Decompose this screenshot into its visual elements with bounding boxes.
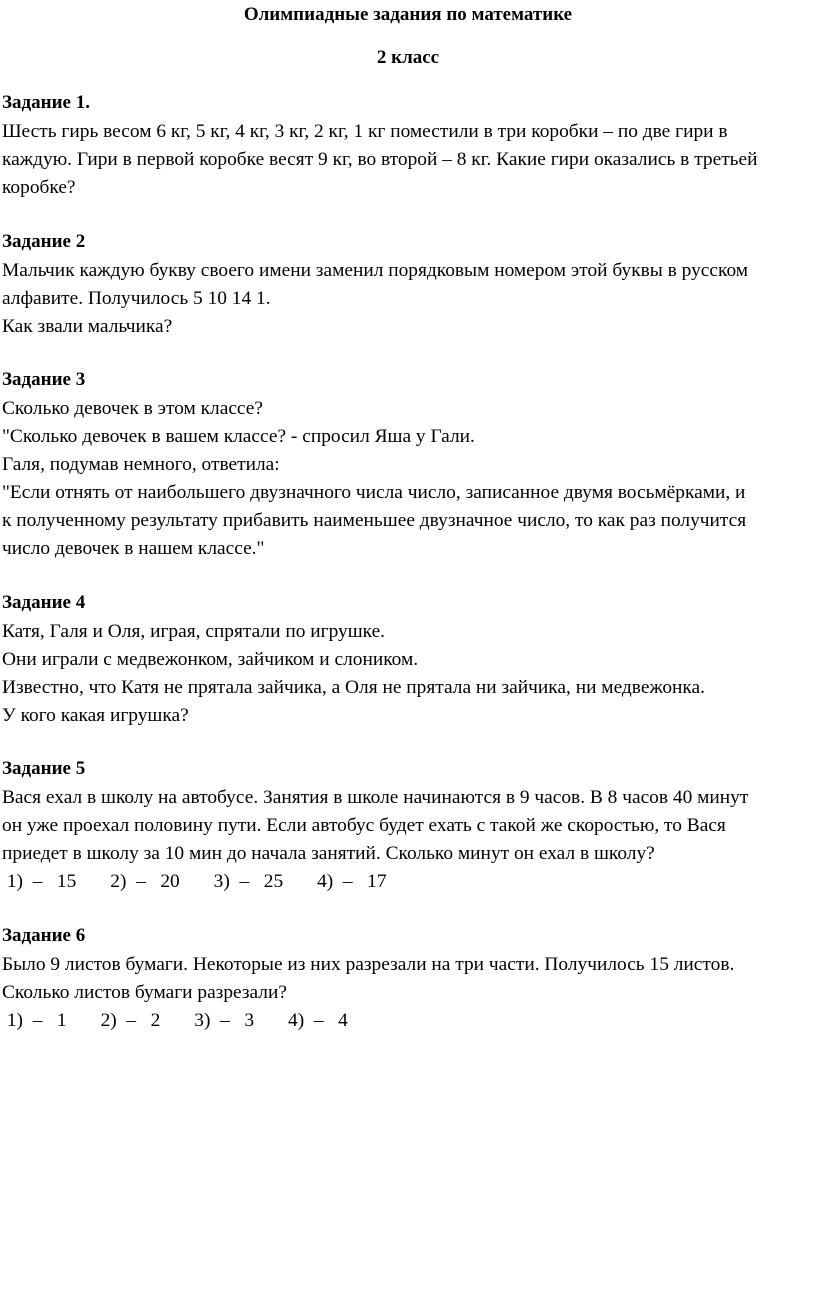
task-3-line-5: к полученному результату прибавить наименьшее двузначное число, то как раз получится — [2, 510, 747, 531]
task-1-heading: Задание 1. — [2, 92, 90, 113]
task-3-line-3: Галя, подумав немного, ответила: — [2, 454, 280, 475]
task-1-line-2: каждую. Гири в первой коробке весят 9 кг, во второй – 8 кг. Какие гири оказались в третьей — [2, 149, 758, 170]
task-1-line-1: Шесть гирь весом 6 кг, 5 кг, 4 кг, 3 кг, 2 кг, 1 кг поместили в три коробки – по две гири в — [2, 121, 728, 142]
task-4 — [2, 591, 814, 730]
task-3-line-6: число девочек в нашем классе." — [2, 538, 265, 559]
task-3-line-1: Сколько девочек в этом классе? — [2, 398, 263, 419]
task-6-heading: Задание 6 — [2, 925, 86, 946]
task-4-heading: Задание 4 — [2, 592, 86, 613]
task-3 — [2, 368, 814, 563]
task-4-line-4: У кого какая игрушка? — [2, 705, 189, 726]
task-4-line-1: Катя, Галя и Оля, играя, спрятали по игрушке. — [2, 621, 386, 642]
task-2-line-1: Мальчик каждую букву своего имени заменил порядковым номером этой буквы в русском — [2, 260, 749, 281]
task-5 — [2, 757, 814, 896]
task-2-heading: Задание 2 — [2, 231, 86, 252]
task-3-heading: Задание 3 — [2, 369, 86, 390]
task-5-line-3: приедет в школу за 10 мин до начала занятий. Сколько минут он ехал в школу? — [2, 843, 655, 864]
task-1 — [2, 91, 814, 202]
task-5-answer-options: 1) – 15 2) – 20 3) – 25 4) – 17 — [2, 871, 387, 892]
task-5-line-1: Вася ехал в школу на автобусе. Занятия в школе начинаются в 9 часов. В 8 часов 40 минут — [2, 787, 749, 808]
task-4-line-2: Они играли с медвежонком, зайчиком и слоником. — [2, 649, 419, 670]
task-6-answer-options: 1) – 1 2) – 2 3) – 3 4) – 4 — [2, 1010, 348, 1031]
task-2 — [2, 230, 814, 341]
task-2-line-2: алфавите. Получилось 5 10 14 1. — [2, 288, 271, 309]
task-5-heading: Задание 5 — [2, 758, 86, 779]
document-title: Олимпиадные задания по математике — [243, 4, 573, 25]
task-3-line-2: "Сколько девочек в вашем классе? - спросил Яша у Гали. — [2, 426, 475, 447]
task-2-line-3: Как звали мальчика? — [2, 316, 173, 337]
task-3-line-4: "Если отнять от наибольшего двузначного числа число, записанное двумя восьмёрками, и — [2, 482, 746, 503]
document-grade: 2 класс — [376, 47, 440, 68]
task-4-line-3: Известно, что Катя не прятала зайчика, а Оля не прятала ни зайчика, ни медвежонка. — [2, 677, 706, 698]
task-6-line-1: Было 9 листов бумаги. Некоторые из них разрезали на три части. Получилось 15 листов. — [2, 954, 735, 975]
task-6-line-2: Сколько листов бумаги разрезали? — [2, 982, 287, 1003]
task-6 — [2, 924, 814, 1035]
task-1-line-3: коробке? — [2, 177, 76, 198]
task-5-line-2: он уже проехал половину пути. Если автобус будет ехать с такой же скоростью, то Вася — [2, 815, 726, 836]
